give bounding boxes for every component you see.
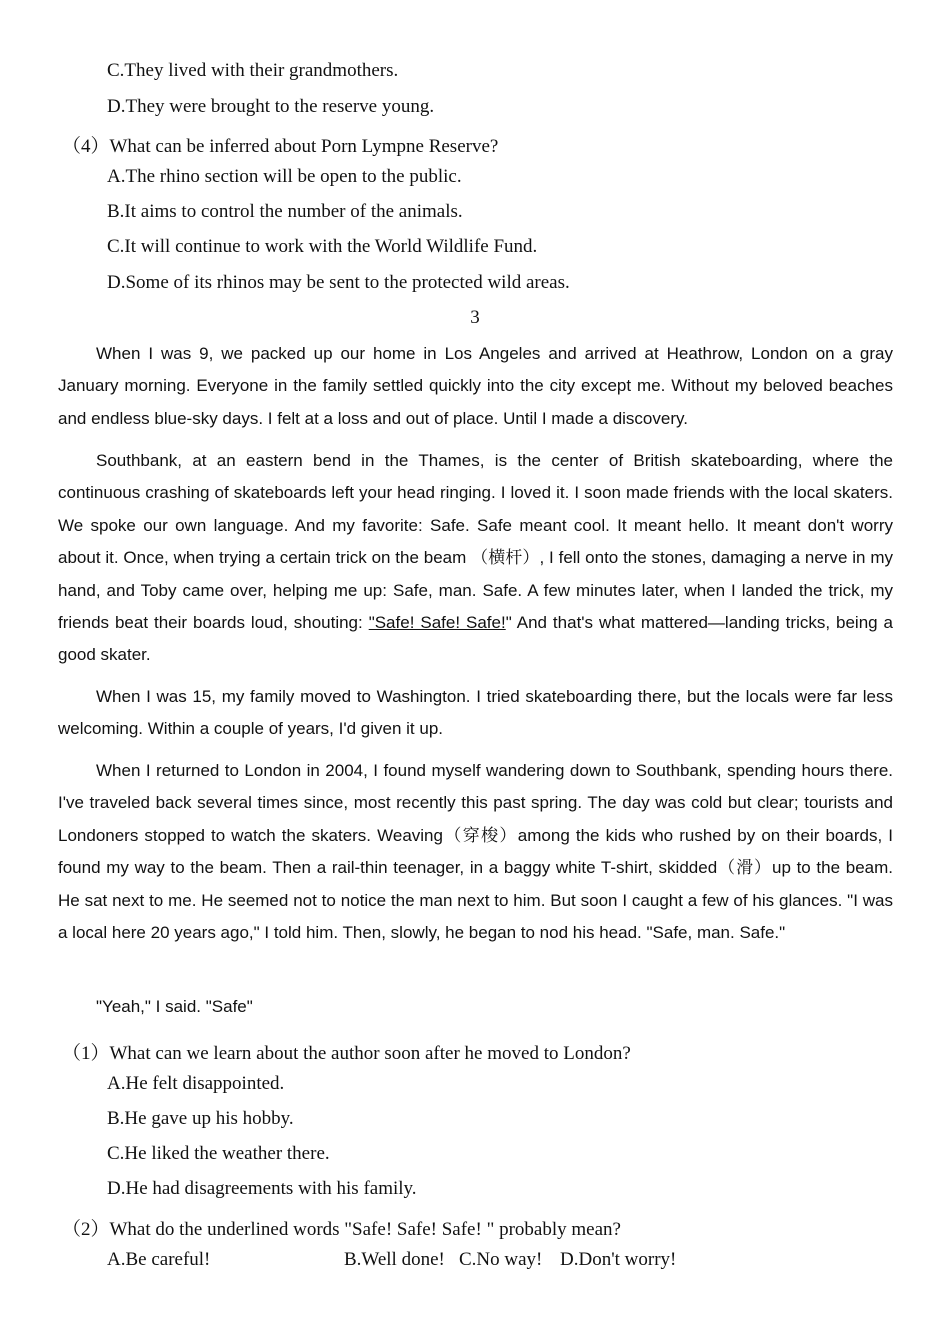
prev-option-d: D.They were brought to the reserve young.	[107, 96, 435, 117]
q4-option-c: C.It will continue to work with the World Wildlife Fund.	[107, 236, 538, 257]
passage-p2-after: " And that's what mattered—landing tricks, being a good skater.	[58, 613, 893, 665]
q2-stem: （2）What do the underlined words "Safe! Safe! Safe! " probably mean?	[62, 1219, 621, 1240]
passage-paragraph-2	[58, 445, 893, 672]
passage-p2-text	[58, 445, 893, 672]
q2-option-d: D.Don't worry!	[560, 1249, 677, 1270]
passage-paragraph-4	[58, 755, 893, 949]
q4-stem: （4）What can be inferred about Porn Lympne Reserve?	[62, 136, 499, 157]
underlined-words: "Safe! Safe! Safe!	[368, 613, 506, 633]
passage-p1-text: When I was 9, we packed up our home in Los Angeles and arrived at Heathrow, London on a gray January morning. Everyone in the family settled quickly into the city except me. Without my beloved beaches and endless blue-sky days. I felt at a loss and out of place. Until I made a discovery.	[58, 344, 893, 428]
passage-p4-text: When I returned to London in 2004, I found myself wandering down to Southbank, spending hours there. I've traveled back several times since, most recently this past spring. The day was cold but clear; tourists and Londoners stopped to watch the skaters. Weaving（穿梭）among the kids who rushed by on their boards, I found my way to the beam. Then a rail-thin teenager, in a baggy white T-shirt, skidded（滑）up to the beam. He sat next to me. He seemed not to notice the man next to him. But soon I caught a few of his glances. "I was a local here 20 years ago," I told him. Then, slowly, he began to nod his head. "Safe, man. Safe."	[58, 761, 893, 943]
q2-option-c: C.No way!	[459, 1249, 543, 1270]
passage-p3-text: When I was 15, my family moved to Washington. I tried skateboarding there, but the locals were far less welcoming. Within a couple of years, I'd given it up.	[58, 687, 893, 739]
q1-stem: （1）What can we learn about the author soon after he moved to London?	[62, 1043, 631, 1064]
q4-option-a: A.The rhino section will be open to the public.	[107, 166, 462, 187]
passage-p5-text: "Yeah," I said. "Safe"	[96, 997, 253, 1016]
q2-option-a: A.Be careful!	[107, 1249, 211, 1270]
section-number: 3	[470, 307, 480, 328]
q1-option-a: A.He felt disappointed.	[107, 1073, 285, 1094]
q4-option-b: B.It aims to control the number of the animals.	[107, 201, 463, 222]
prev-option-c: C.They lived with their grandmothers.	[107, 60, 399, 81]
passage-paragraph-1	[58, 338, 893, 435]
q4-option-d: D.Some of its rhinos may be sent to the protected wild areas.	[107, 272, 570, 293]
passage-paragraph-3	[58, 681, 893, 746]
passage-p2-before: Southbank, at an eastern bend in the Thames, is the center of British skateboarding, where the continuous crashing of skateboards left your head ringing. I loved it. I soon made friends with the local skaters. We spoke our own language. And my favorite: Safe. Safe meant cool. It meant hello. It meant don't worry about it. Once, when trying a certain trick on the beam （横杆）, I fell onto the stones, damaging a nerve in my hand, and Toby came over, helping me up: Safe, man. Safe. A few minutes later, when I landed the trick, my friends beat their boards loud, shouting:	[58, 451, 893, 633]
q1-option-d: D.He had disagreements with his family.	[107, 1178, 417, 1199]
q1-option-c: C.He liked the weather there.	[107, 1143, 330, 1164]
q1-option-b: B.He gave up his hobby.	[107, 1108, 294, 1129]
passage-paragraph-5	[58, 991, 893, 1023]
q2-option-b: B.Well done!	[344, 1249, 445, 1270]
